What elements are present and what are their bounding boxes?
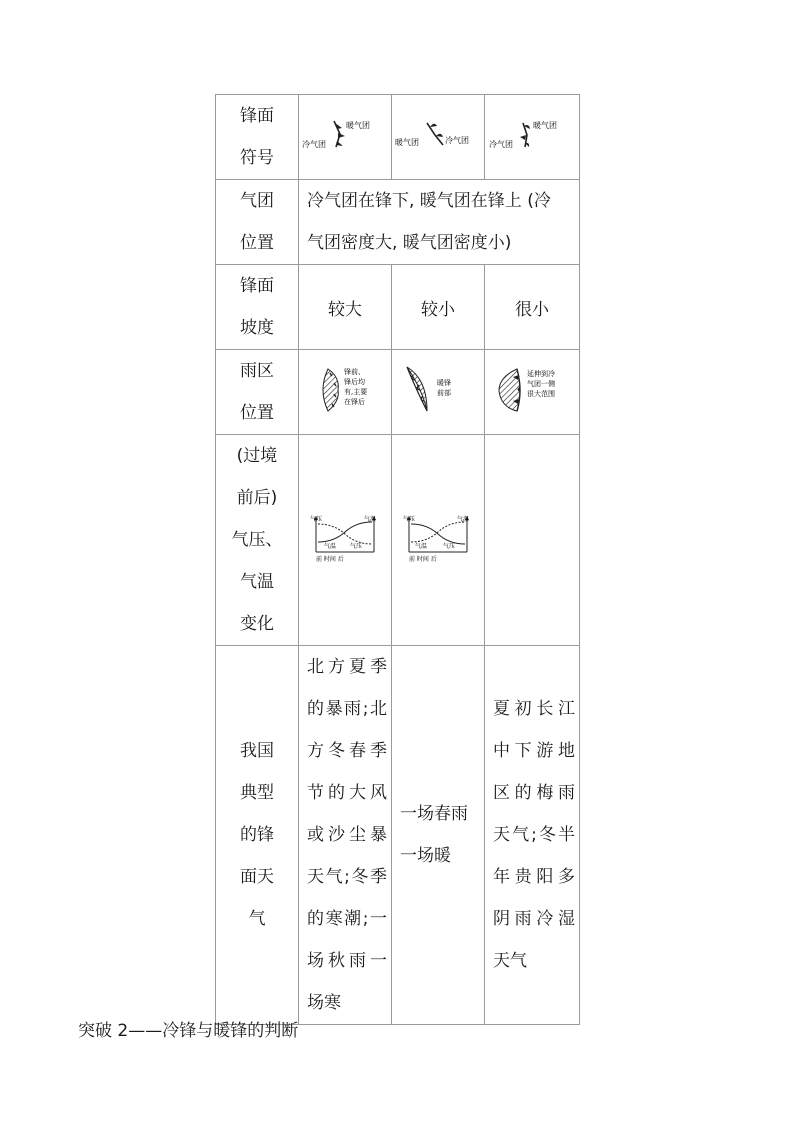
cold-front-symbol-icon: [300, 115, 390, 155]
svg-text:很大范围: 很大范围: [527, 389, 555, 398]
svg-text:气温: 气温: [457, 515, 470, 523]
stationary-front-symbol: [485, 95, 580, 180]
stationary-front-change-empty: [485, 435, 580, 646]
svg-text:前 时间 后: 前 时间 后: [409, 555, 437, 563]
warm-front-change-chart: [392, 435, 485, 646]
front-comparison-table: [215, 94, 580, 1025]
cold-front-symbol: [299, 95, 392, 180]
label-front-symbol: 锋面 符号: [216, 95, 299, 180]
warm-front-symbol: [392, 95, 485, 180]
svg-text:冷气团: 冷气团: [302, 139, 326, 149]
svg-text:暖锋: 暖锋: [437, 378, 451, 387]
svg-text:在锋后: 在锋后: [344, 397, 365, 406]
warm-front-pressure-temperature-diagram: [403, 512, 473, 564]
svg-text:气温: 气温: [324, 542, 337, 550]
svg-text:暖气团: 暖气团: [395, 137, 419, 147]
cold-front-rain-diagram: [300, 361, 390, 419]
svg-text:暖气团: 暖气团: [533, 120, 557, 130]
svg-text:前 时间 后: 前 时间 后: [316, 555, 344, 563]
svg-text:气压: 气压: [310, 515, 323, 523]
warm-front-symbol-icon: [393, 115, 483, 155]
stationary-front-rain-area: [485, 350, 580, 435]
svg-text:有,主要: 有,主要: [344, 387, 368, 396]
cold-front-change-chart: [299, 435, 392, 646]
svg-text:气压: 气压: [403, 515, 416, 523]
row-typical-weather: [216, 646, 580, 1025]
cold-front-weather: 北方夏季 的暴雨;北 方冬春季 节的大风 或沙尘暴 天气;冬季 的寒潮;一 场秋雨一 场寒: [299, 646, 392, 1025]
warm-front-weather: 一场春雨 一场暖: [392, 646, 485, 1025]
stationary-front-weather: 夏初长江 中下游地 区的梅雨 天气;冬半 年贵阳多 阴雨冷湿 天气: [485, 646, 580, 1025]
svg-text:延伸到冷: 延伸到冷: [527, 369, 555, 378]
svg-text:冷气团: 冷气团: [489, 139, 513, 149]
svg-text:气压: 气压: [443, 542, 456, 550]
svg-text:气压: 气压: [350, 542, 363, 550]
label-airmass-position: 气团 位置: [216, 180, 299, 265]
row-front-slope: [216, 265, 580, 350]
stationary-front-slope: 很小: [485, 265, 580, 350]
warm-front-rain-area: [392, 350, 485, 435]
cold-front-slope: 较大: [299, 265, 392, 350]
svg-text:锋后均: 锋后均: [344, 377, 365, 386]
label-front-slope: 锋面 坡度: [216, 265, 299, 350]
svg-text:气温: 气温: [415, 542, 428, 550]
airmass-position-text: 冷气团在锋下, 暖气团在锋上 (冷 气团密度大, 暖气团密度小): [299, 180, 580, 265]
svg-text:气温: 气温: [364, 515, 377, 523]
stationary-front-rain-diagram: [487, 361, 577, 419]
warm-front-slope: 较小: [392, 265, 485, 350]
svg-text:冷气团: 冷气团: [445, 135, 469, 145]
warm-front-rain-diagram: [393, 361, 483, 419]
stationary-front-symbol-icon: [487, 115, 577, 155]
svg-text:前部: 前部: [437, 388, 451, 397]
label-pressure-temperature: (过境 前后) 气压、 气温 变化: [216, 435, 299, 646]
section-heading: 突破 2——冷锋与暖锋的判断: [78, 1021, 299, 1041]
row-front-symbol: [216, 95, 580, 180]
cold-front-pressure-temperature-diagram: [310, 512, 380, 564]
label-typical-weather: 我国 典型 的锋 面天 气: [216, 646, 299, 1025]
row-pressure-temperature: [216, 435, 580, 646]
svg-text:暖气团: 暖气团: [346, 120, 370, 130]
svg-text:锋前、: 锋前、: [344, 367, 365, 376]
svg-text:气团一侧: 气团一侧: [527, 379, 555, 388]
row-airmass-position: [216, 180, 580, 265]
row-rain-area: [216, 350, 580, 435]
label-rain-area: 雨区 位置: [216, 350, 299, 435]
cold-front-rain-area: [299, 350, 392, 435]
